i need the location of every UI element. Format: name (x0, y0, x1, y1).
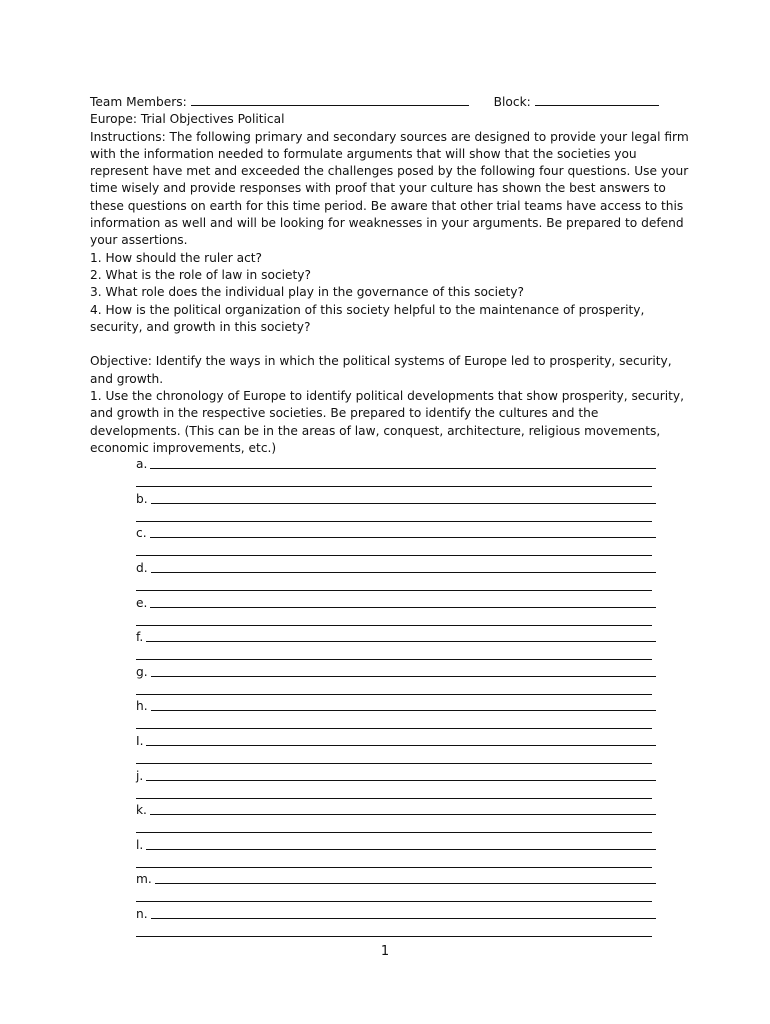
answer-item (136, 765, 656, 800)
task-paragraph: 1. Use the chronology of Europe to identify political developments that show prosperity, security, and growth in the respective societies. Be prepared to identify the cultures and the developments. (This can be in the areas of law, conquest, architecture, religious movements, economic improvements, etc.) (90, 389, 684, 455)
answer-first-line (136, 523, 656, 540)
answer-item (136, 523, 656, 558)
questions-list (90, 250, 690, 336)
answer-letter: j. (136, 768, 144, 783)
question-item: 1. How should the ruler act? (90, 250, 263, 265)
answer-continuation-line[interactable] (136, 747, 652, 764)
answer-letter: c. (136, 526, 147, 541)
answer-item (136, 662, 656, 697)
answer-first-line (136, 800, 656, 817)
answer-letter: d. (136, 561, 148, 576)
answer-item (136, 489, 656, 524)
answer-item (136, 627, 656, 662)
answer-letter: e. (136, 595, 148, 610)
answer-letter: b. (136, 491, 148, 506)
block-blank[interactable] (535, 93, 659, 106)
answer-item (136, 696, 656, 731)
document-title: Europe: Trial Objectives Political (90, 112, 285, 127)
answer-first-line (136, 558, 656, 575)
answer-item (136, 731, 656, 766)
answer-first-line (136, 835, 656, 852)
answer-item (136, 800, 656, 835)
answer-first-line (136, 904, 656, 921)
block-label: Block: (493, 95, 531, 109)
answer-letter: k. (136, 803, 147, 818)
answer-continuation-line[interactable] (136, 712, 652, 729)
answer-first-line (136, 592, 656, 609)
header-row (90, 93, 690, 111)
answer-letter: n. (136, 907, 148, 922)
team-members-blank[interactable] (191, 93, 469, 106)
answer-letter: g. (136, 664, 148, 679)
answer-continuation-line[interactable] (136, 816, 652, 833)
document-body (90, 93, 690, 457)
answer-letter: m. (136, 872, 152, 887)
answer-first-line (136, 731, 656, 748)
answer-first-line (136, 696, 656, 713)
answer-item (136, 835, 656, 870)
answer-first-line (136, 489, 656, 506)
answer-continuation-line[interactable] (136, 574, 652, 591)
answer-continuation-line[interactable] (136, 851, 652, 868)
answer-letter: a. (136, 457, 148, 472)
answer-continuation-line[interactable] (136, 885, 652, 902)
answer-first-line (136, 454, 656, 471)
question-item: 4. How is the political organization of this society helpful to the maintenance of prosperity, security, and growth in this society? (90, 302, 645, 334)
answer-letter: I. (136, 734, 144, 749)
question-item: 3. What role does the individual play in the governance of this society? (90, 285, 524, 300)
answer-continuation-line[interactable] (136, 678, 652, 695)
question-item: 2. What is the role of law in society? (90, 267, 311, 282)
answer-continuation-line[interactable] (136, 505, 652, 522)
answer-item (136, 454, 656, 489)
page-number: 1 (380, 944, 390, 959)
team-members-label: Team Members: (90, 95, 187, 109)
objective-paragraph: Objective: Identify the ways in which the political systems of Europe led to prosperity, security, and growth. (90, 354, 672, 386)
answer-letter: l. (136, 837, 144, 852)
answer-item (136, 592, 656, 627)
answer-lines (136, 454, 656, 938)
answer-first-line (136, 662, 656, 679)
answer-continuation-line[interactable] (136, 781, 652, 798)
answer-item (136, 869, 656, 904)
answer-first-line (136, 627, 656, 644)
answer-letter: h. (136, 699, 148, 714)
answer-continuation-line[interactable] (136, 920, 652, 937)
answer-continuation-line[interactable] (136, 470, 652, 487)
answer-item (136, 904, 656, 939)
answer-continuation-line[interactable] (136, 608, 652, 625)
answer-continuation-line[interactable] (136, 539, 652, 556)
answer-continuation-line[interactable] (136, 643, 652, 660)
instructions-paragraph: Instructions: The following primary and secondary sources are designed to provide your legal firm with the information needed to formulate arguments that will show that the societies you represent have met and exceeded the challenges posed by the following four questions. Use your time wisely and provide responses with proof that your culture has shown the best answers to these questions on earth for this time period. Be aware that other trial teams have access to this information as well and will be looking for weaknesses in your arguments. Be prepared to defend your assertions. (90, 129, 689, 248)
answer-letter: f. (136, 630, 144, 645)
spacer (90, 336, 690, 353)
answer-item (136, 558, 656, 593)
answer-first-line (136, 869, 656, 886)
answer-first-line (136, 765, 656, 782)
